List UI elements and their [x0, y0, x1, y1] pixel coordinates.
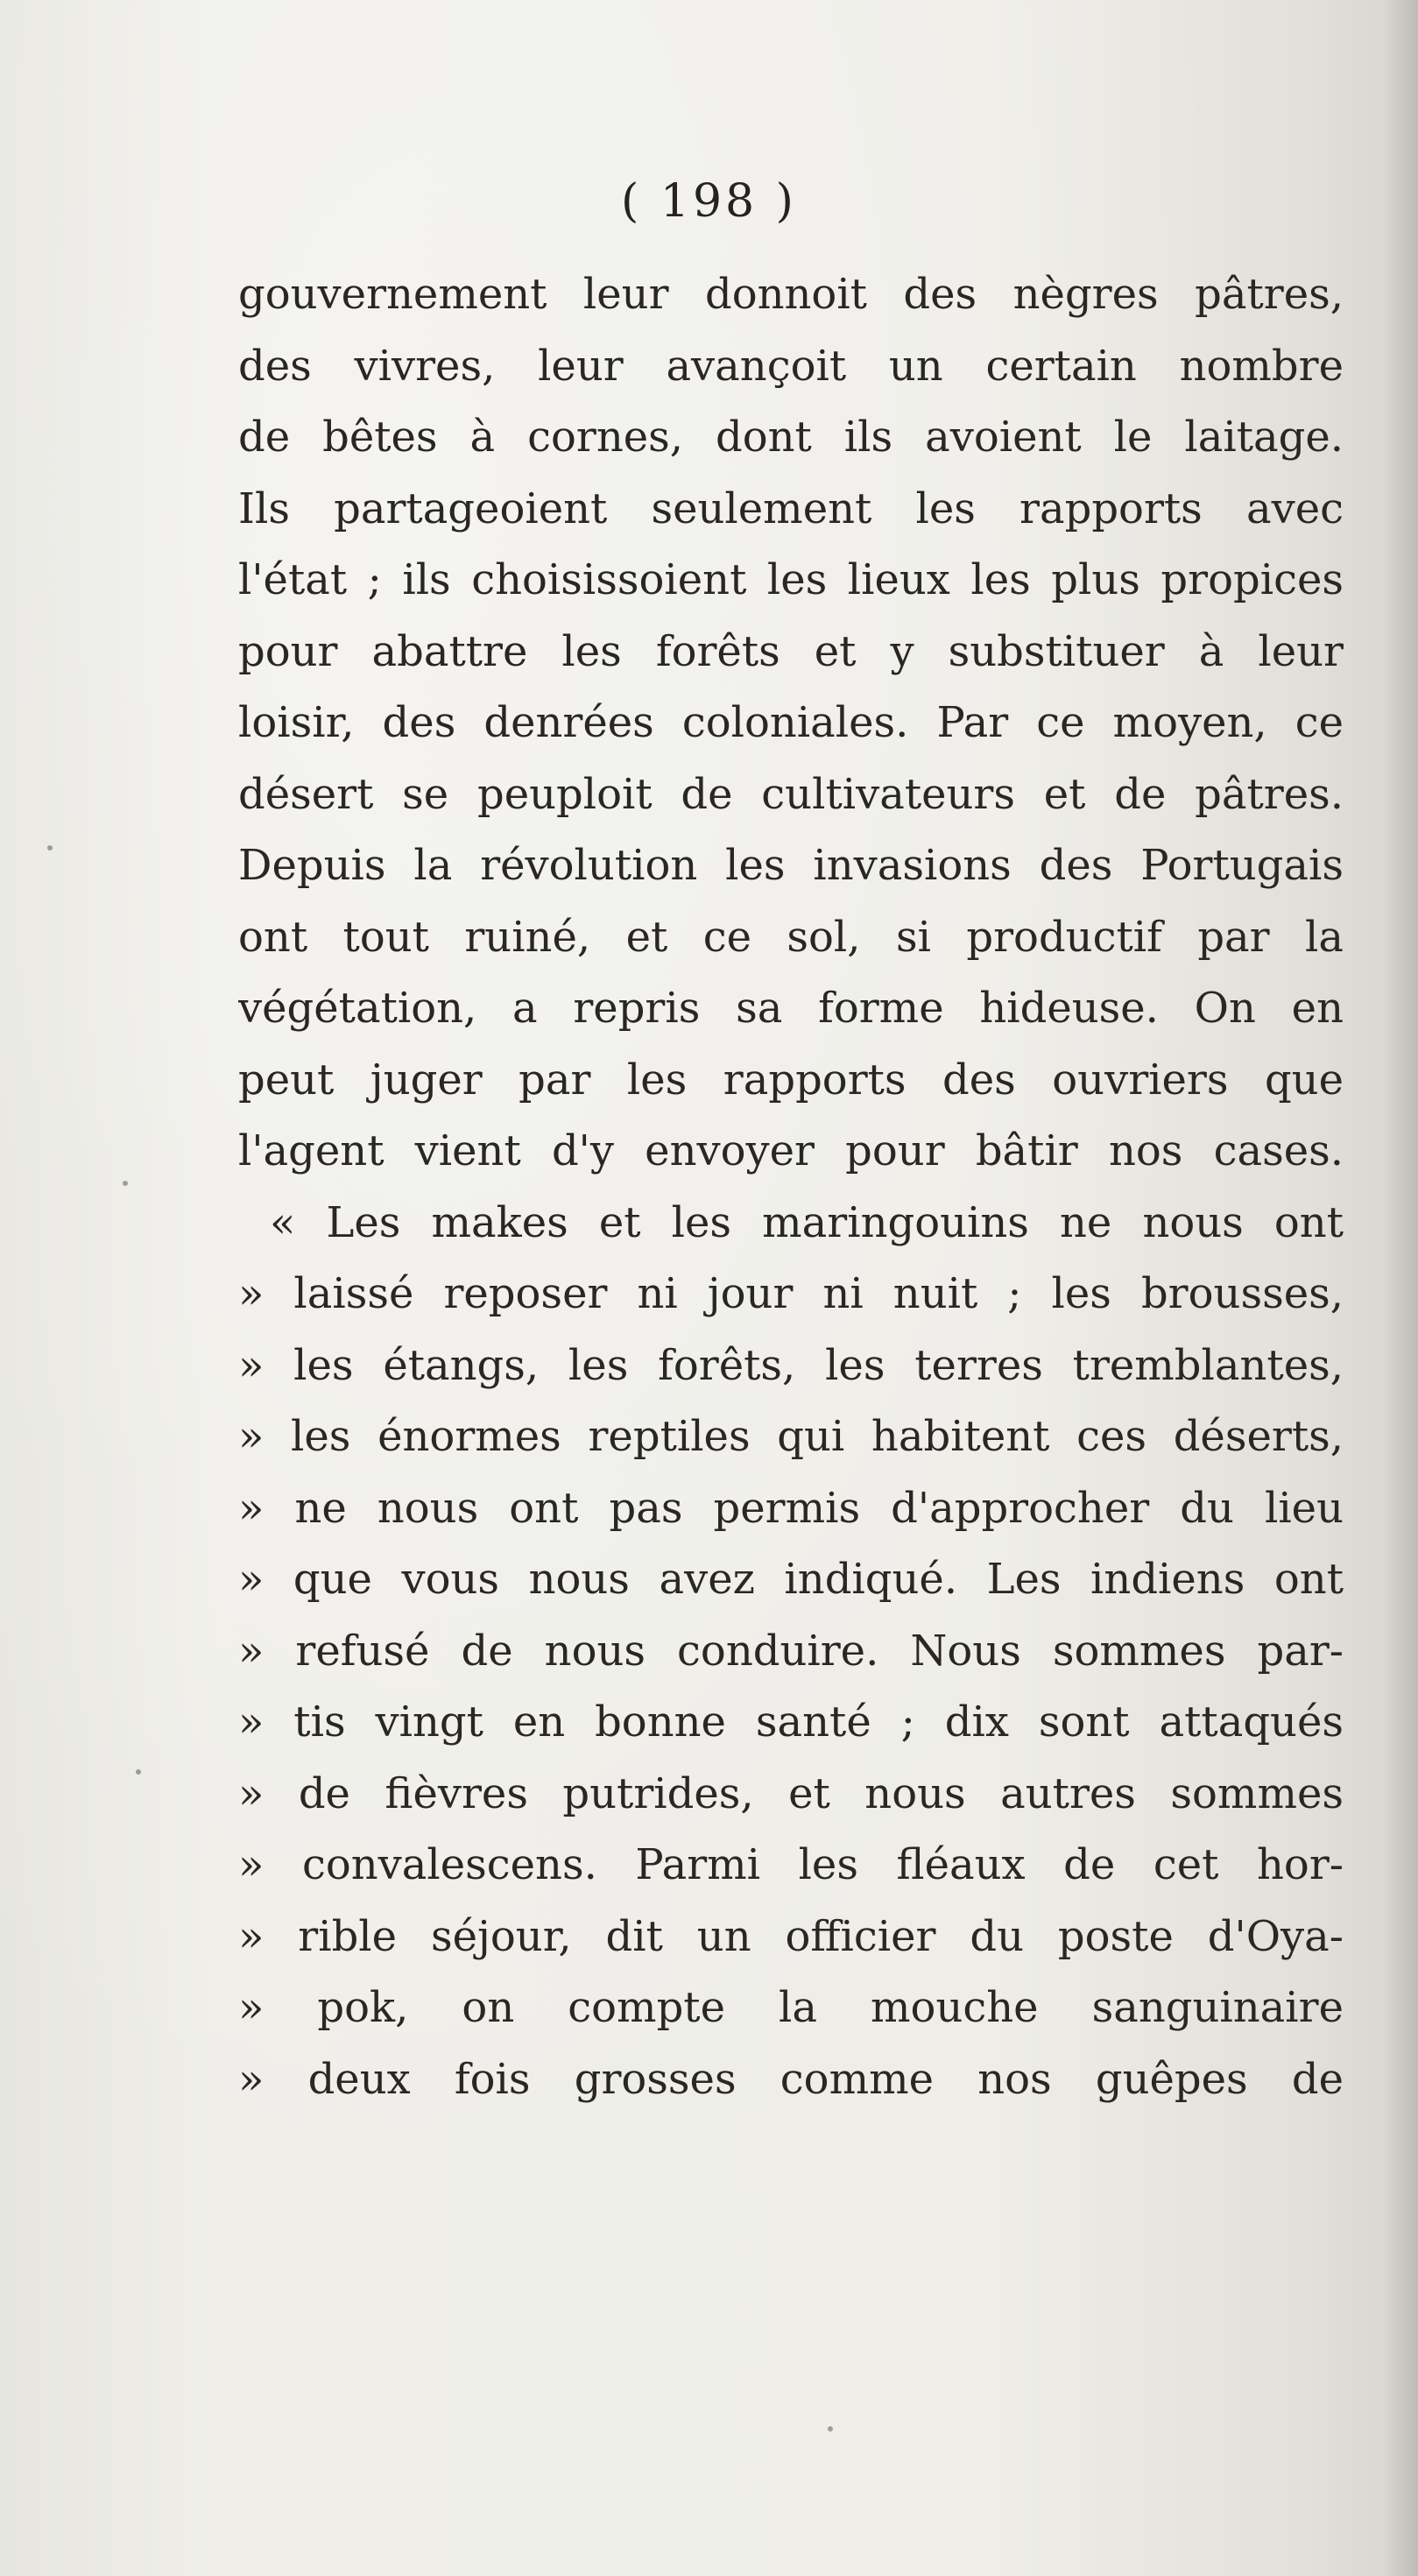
paper-speck: [136, 1769, 141, 1775]
quote-line: » pok, on compte la mouche sanguinaire: [238, 1983, 1344, 2032]
quote-line: » laissé reposer ni jour ni nuit ; les brousses,: [238, 1269, 1344, 1318]
quote-line: » refusé de nous conduire. Nous sommes par-: [238, 1626, 1344, 1676]
text-line: Depuis la révolution les invasions des Portugais: [238, 841, 1344, 890]
quote-line: » les énormes reptiles qui habitent ces déserts,: [238, 1412, 1344, 1461]
paper-speck: [123, 1181, 128, 1186]
text-line: peut juger par les rapports des ouvriers que: [238, 1055, 1344, 1105]
text-line: l'agent vient d'y envoyer pour bâtir nos cases.: [238, 1126, 1344, 1175]
text-line: végétation, a repris sa forme hideuse. On en: [238, 984, 1344, 1033]
quote-line: » de fièvres putrides, et nous autres sommes: [238, 1768, 1344, 1818]
text-line: gouvernement leur donnoit des nègres pâtres,: [238, 270, 1344, 319]
quote-line: » les étangs, les forêts, les terres tremblantes,: [238, 1340, 1344, 1390]
body-text: [238, 259, 1344, 2115]
quote-line: » ne nous ont pas permis d'approcher du lieu: [238, 1483, 1344, 1533]
text-line: pour abattre les forêts et y substituer à leur: [238, 626, 1344, 676]
text-line: loisir, des denrées coloniales. Par ce moyen, ce: [238, 698, 1344, 747]
text-line: l'état ; ils choisissoient les lieux les plus propices: [238, 555, 1344, 604]
text-line: des vivres, leur avançoit un certain nombre: [238, 341, 1344, 391]
quote-line: » deux fois grosses comme nos guêpes de: [238, 2054, 1344, 2104]
page-edge-shadow: [1383, 0, 1418, 2576]
quote-line: » que vous nous avez indiqué. Les indiens ont: [238, 1555, 1344, 1604]
text-line: de bêtes à cornes, dont ils avoient le laitage.: [238, 413, 1344, 462]
paper-speck: [828, 2426, 833, 2431]
text-line: Ils partageoient seulement les rapports avec: [238, 483, 1344, 533]
quote-line: » rible séjour, dit un officier du poste d'Oya-: [238, 1911, 1344, 1961]
text-line: désert se peuploit de cultivateurs et de pâtres.: [238, 769, 1344, 819]
quote-line: « Les makes et les maringouins ne nous ont: [270, 1197, 1344, 1247]
text-line: ont tout ruiné, et ce sol, si productif par la: [238, 912, 1344, 962]
quote-line: » tis vingt en bonne santé ; dix sont attaqués: [238, 1697, 1344, 1747]
quote-line: » convalescens. Parmi les fléaux de cet hor-: [238, 1840, 1344, 1889]
paper-speck: [47, 845, 53, 850]
page-number: ( 198 ): [621, 175, 797, 228]
